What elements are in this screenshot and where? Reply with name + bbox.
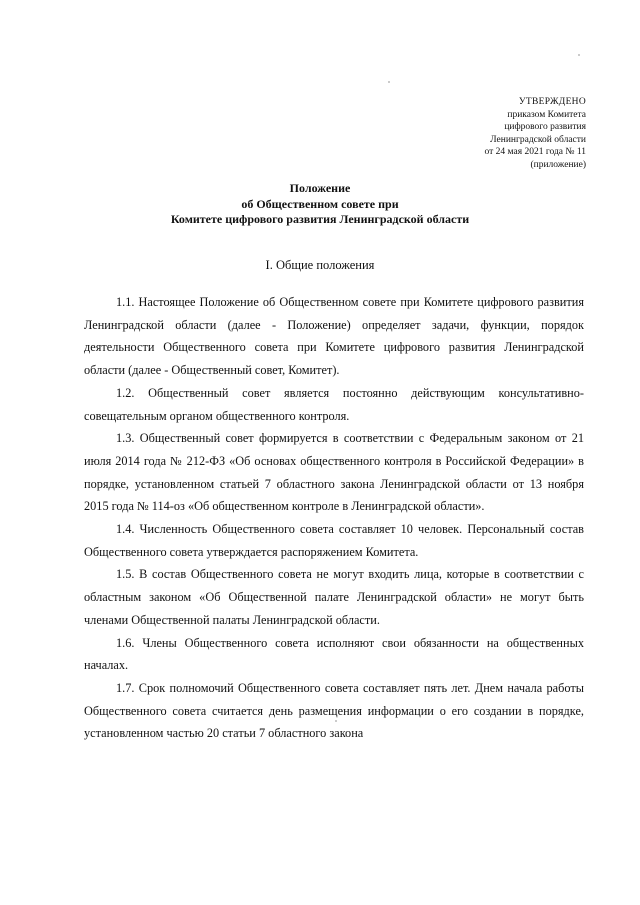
paragraph-1-7: 1.7. Срок полномочий Общественного совета составляет пять лет. Днем начала работы Общественного совета считается день размещения информации о его создании в порядке, установленном частью 20 статьи 7 областного закона bbox=[84, 680, 584, 741]
scan-speck bbox=[335, 720, 337, 722]
paragraph-1-6: 1.6. Члены Общественного совета исполняют свои обязанности на общественных началах. bbox=[84, 635, 584, 673]
document-body bbox=[84, 291, 584, 767]
approval-line-approved: УТВЕРЖДЕНО bbox=[518, 97, 586, 107]
paragraph-1-2: 1.2. Общественный совет является постоянно действующим консультативно-совещательным органом общественного контроля. bbox=[84, 385, 584, 423]
title-line-1: Положение bbox=[289, 181, 351, 195]
paragraph-1-3: 1.3. Общественный совет формируется в соответствии с Федеральным законом от 21 июля 2014 года № 212-ФЗ «Об основах общественного контроля в Российской Федерации» в порядке, установленном статьей 7 областного закона Ленинградской области от 13 ноября 2015 года № 114-оз «Об общественном контроле в Ленинградской области». bbox=[84, 431, 584, 514]
document-title bbox=[0, 181, 640, 228]
section-heading: I. Общие положения bbox=[265, 258, 375, 272]
paragraph-1-1: 1.1. Настоящее Положение об Общественном совете при Комитете цифрового развития Ленинградской области (далее - Положение) определяет задачи, функции, порядок деятельности Общественного совета при Комитете цифрового развития Ленинградской области (далее - Общественный совет, Комитет). bbox=[84, 295, 584, 378]
approval-line-region: Ленинградской области bbox=[490, 134, 586, 145]
approval-line-appendix: (приложение) bbox=[530, 159, 586, 170]
title-line-2: об Общественном совете при bbox=[241, 196, 399, 211]
approval-line-committee: цифрового развития bbox=[504, 122, 586, 132]
paragraph-1-5: 1.5. В состав Общественного совета не могут входить лица, которые в соответствии с областным законом «Об Общественной палате Ленинградской области» не могут быть членами Общественной палаты Ленинградской области. bbox=[84, 567, 584, 627]
approval-line-order: приказом Комитета bbox=[507, 109, 586, 120]
paragraph-1-4: 1.4. Численность Общественного совета составляет 10 человек. Персональный состав Общественного совета утверждается распоряжением Комитета. bbox=[84, 522, 584, 559]
approval-line-date: от 24 мая 2021 года № 11 bbox=[484, 147, 586, 157]
title-line-3: Комитете цифрового развития Ленинградской области bbox=[170, 212, 470, 226]
approval-stamp bbox=[406, 96, 586, 171]
scan-speck bbox=[388, 81, 390, 83]
scan-speck bbox=[578, 54, 580, 56]
